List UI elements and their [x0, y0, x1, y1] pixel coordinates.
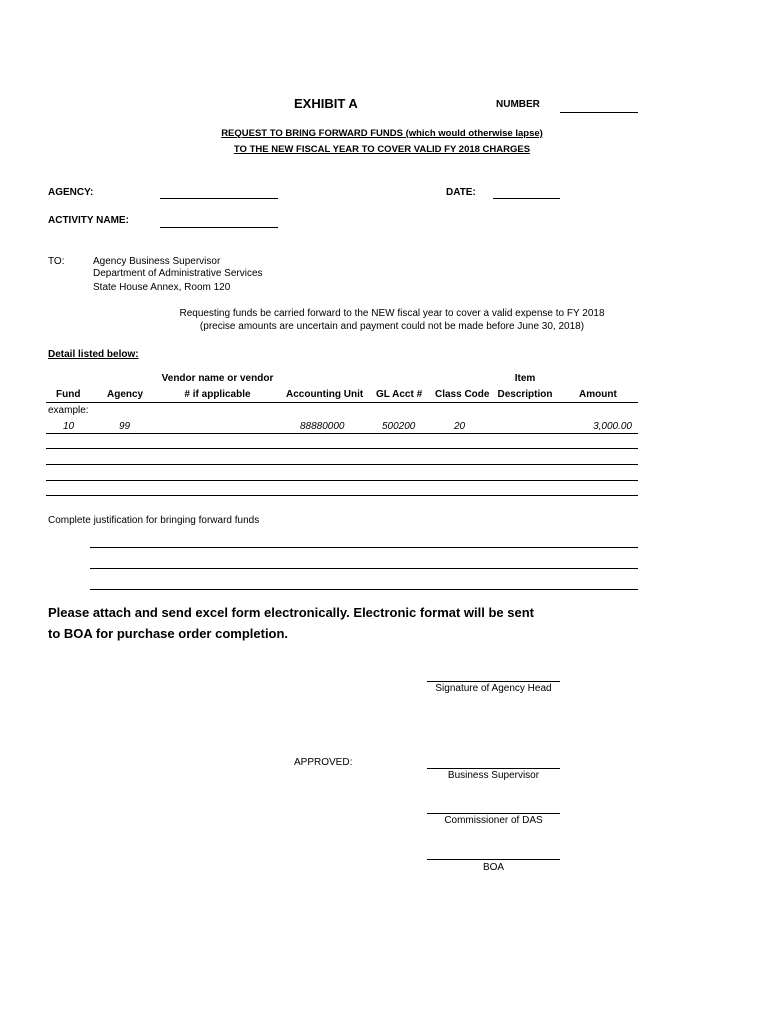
example-label: example:: [48, 405, 89, 416]
detail-heading: Detail listed below:: [48, 349, 139, 360]
justification-line[interactable]: [90, 547, 638, 548]
col-fund: Fund: [56, 389, 81, 400]
table-row-line[interactable]: [46, 480, 638, 481]
subtitle-line-1: REQUEST TO BRING FORWARD FUNDS (which would otherwise lapse): [221, 128, 543, 139]
boa-signature-line[interactable]: [427, 859, 560, 860]
justification-label: Complete justification for bringing forward funds: [48, 515, 260, 526]
example-class-code: 20: [454, 421, 466, 432]
business-supervisor-label: Business Supervisor: [447, 770, 540, 781]
request-line-2: (precise amounts are uncertain and payment could not be made before June 30, 2018): [199, 321, 585, 332]
example-gl-acct: 500200: [382, 421, 416, 432]
subtitle-line-2: TO THE NEW FISCAL YEAR TO COVER VALID FY 2018 CHARGES: [233, 144, 531, 155]
table-row-line[interactable]: [46, 448, 638, 449]
activity-name-field-line[interactable]: [160, 227, 278, 228]
approved-label: APPROVED:: [294, 757, 353, 768]
number-field-line[interactable]: [560, 112, 638, 113]
boa-label: BOA: [482, 862, 505, 873]
date-label: DATE:: [446, 187, 476, 198]
example-fund: 10: [63, 421, 75, 432]
justification-line[interactable]: [90, 589, 638, 590]
activity-name-label: ACTIVITY NAME:: [48, 215, 129, 226]
col-agency: Agency: [107, 389, 144, 400]
example-accounting-unit: 88880000: [300, 421, 345, 432]
date-field-line[interactable]: [493, 198, 560, 199]
to-line-1: Agency Business Supervisor: [93, 256, 221, 267]
notice-line-2: to BOA for purchase order completion.: [48, 626, 289, 641]
col-item-line-2: Description: [497, 389, 553, 400]
agency-head-signature-label: Signature of Agency Head: [435, 683, 552, 694]
example-agency: 99: [119, 421, 131, 432]
col-vendor-line-2: # if applicable: [184, 389, 251, 400]
number-label: NUMBER: [496, 99, 540, 110]
col-class-code: Class Code: [435, 389, 490, 400]
col-vendor-line-1: Vendor name or vendor: [161, 373, 274, 384]
commissioner-signature-line[interactable]: [427, 813, 560, 814]
agency-field-line[interactable]: [160, 198, 278, 199]
agency-label: AGENCY:: [48, 187, 94, 198]
col-amount: Amount: [579, 389, 617, 400]
col-gl-acct: GL Acct #: [376, 389, 423, 400]
col-accounting-unit: Accounting Unit: [286, 389, 364, 400]
request-line-1: Requesting funds be carried forward to the NEW fiscal year to cover a valid expense to FY 2018: [179, 308, 605, 319]
notice-line-1: Please attach and send excel form electronically. Electronic format will be sent: [48, 605, 534, 620]
commissioner-label: Commissioner of DAS: [444, 815, 543, 826]
table-row-line[interactable]: [46, 495, 638, 496]
table-row-line[interactable]: [46, 464, 638, 465]
col-item-line-1: Item: [514, 373, 536, 384]
to-line-3: State House Annex, Room 120: [93, 282, 231, 293]
to-line-2: Department of Administrative Services: [93, 268, 263, 279]
justification-line[interactable]: [90, 568, 638, 569]
document-title: EXHIBIT A: [294, 96, 358, 111]
business-supervisor-signature-line[interactable]: [427, 768, 560, 769]
example-amount: 3,000.00: [593, 421, 632, 432]
table-row-line: [46, 433, 638, 434]
agency-head-signature-line[interactable]: [427, 681, 560, 682]
to-label: TO:: [48, 256, 65, 267]
table-header-rule: [46, 402, 638, 403]
